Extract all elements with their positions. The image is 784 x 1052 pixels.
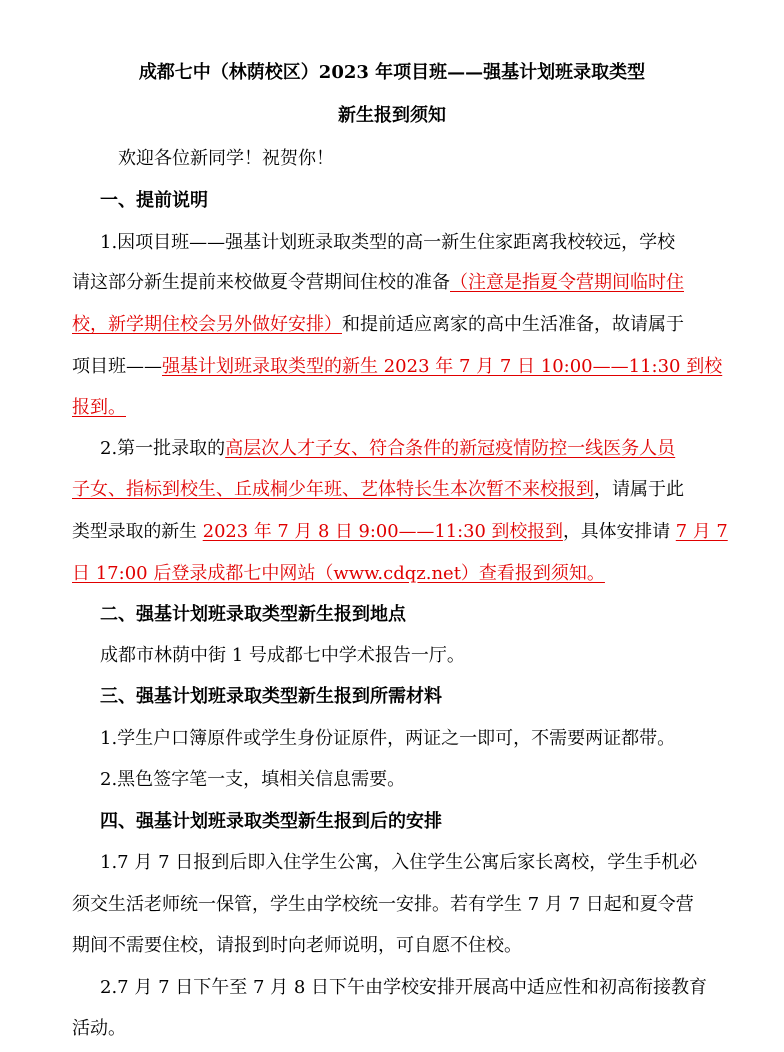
s1-p2-line2-text: ，请属于此 bbox=[594, 479, 684, 500]
section-3-item-1: 1.学生户口簿原件或学生身份证原件，两证之一即可，不需要两证都带。 bbox=[100, 728, 676, 749]
s1-p1-line2 bbox=[72, 272, 684, 294]
s1-p2-line2-emphasis: 子女、指标到校生、丘成桐少年班、艺体特长生本次暂不来校报到 bbox=[72, 479, 594, 500]
section-1-heading: 一、提前说明 bbox=[100, 190, 208, 211]
s1-p2-line1 bbox=[100, 438, 675, 460]
s1-p1-line5-emphasis: 报到。 bbox=[72, 397, 126, 418]
s1-p2-line4 bbox=[72, 563, 605, 585]
document-subtitle: 新生报到须知 bbox=[338, 105, 446, 126]
s1-p2-line3-text2: ，具体安排请 bbox=[562, 521, 676, 542]
section-2-heading: 二、强基计划班录取类型新生报到地点 bbox=[100, 604, 406, 625]
s1-p2-line1-text: 2.第一批录取的 bbox=[100, 438, 226, 459]
section-3-item-2: 2.黑色签字笔一支，填相关信息需要。 bbox=[100, 769, 406, 790]
s4-p1-line2: 须交生活老师统一保管，学生由学校统一安排。若有学生 7 月 7 日起和夏令营 bbox=[72, 894, 694, 915]
s1-p1-line1: 1.因项目班——强基计划班录取类型的高一新生住家距离我校较远，学校 bbox=[100, 232, 676, 253]
document-title: 成都七中（林荫校区）2023 年项目班——强基计划班录取类型 bbox=[138, 62, 646, 83]
section-2-text: 成都市林荫中街 1 号成都七中学术报告一厅。 bbox=[100, 645, 465, 666]
s1-p1-line4-text: 项目班—— bbox=[72, 356, 162, 377]
greeting: 欢迎各位新同学！祝贺你！ bbox=[118, 148, 334, 169]
s4-p1-line1: 1.7 月 7 日报到后即入住学生公寓，入住学生公寓后家长离校，学生手机必 bbox=[100, 852, 698, 873]
s4-p1-line3: 期间不需要住校，请报到时向老师说明，可自愿不住校。 bbox=[72, 935, 522, 956]
section-3-heading: 三、强基计划班录取类型新生报到所需材料 bbox=[100, 686, 442, 707]
s1-p2-line1-emphasis: 高层次人才子女、符合条件的新冠疫情防控一线医务人员 bbox=[225, 438, 676, 459]
s1-p1-line3-text: 和提前适应离家的高中生活准备，故请属于 bbox=[342, 314, 684, 335]
s1-p1-line2-text: 请这部分新生提前来校做夏令营期间住校的准备 bbox=[72, 272, 450, 293]
section-4-heading: 四、强基计划班录取类型新生报到后的安排 bbox=[100, 811, 442, 832]
s1-p2-line4-emphasis: 日 17:00 后登录成都七中网站（www.cdqz.net）查看报到须知。 bbox=[72, 563, 605, 584]
s1-p2-line3-text: 类型录取的新生 bbox=[72, 521, 203, 542]
s4-p2-line2: 活动。 bbox=[72, 1018, 126, 1039]
s1-p1-line3 bbox=[72, 314, 684, 336]
s1-p2-line2 bbox=[72, 479, 684, 501]
s1-p2-line3-emphasis: 2023 年 7 月 8 日 9:00——11:30 到校报到 bbox=[202, 521, 563, 542]
s1-p1-line4 bbox=[72, 356, 722, 378]
s1-p1-line5 bbox=[72, 397, 126, 419]
s4-p2-line1: 2.7 月 7 日下午至 7 月 8 日下午由学校安排开展高中适应性和初高衔接教育 bbox=[100, 977, 708, 998]
s1-p1-line2-emphasis: （注意是指夏令营期间临时住 bbox=[450, 272, 684, 293]
s1-p1-line4-emphasis: 强基计划班录取类型的新生 2023 年 7 月 7 日 10:00——11:30 到校 bbox=[162, 356, 723, 377]
s1-p2-line3-emphasis2: 7 月 7 bbox=[675, 521, 728, 542]
s1-p1-line3-emphasis: 校，新学期住校会另外做好安排） bbox=[72, 314, 342, 335]
s1-p2-line3 bbox=[72, 521, 728, 543]
